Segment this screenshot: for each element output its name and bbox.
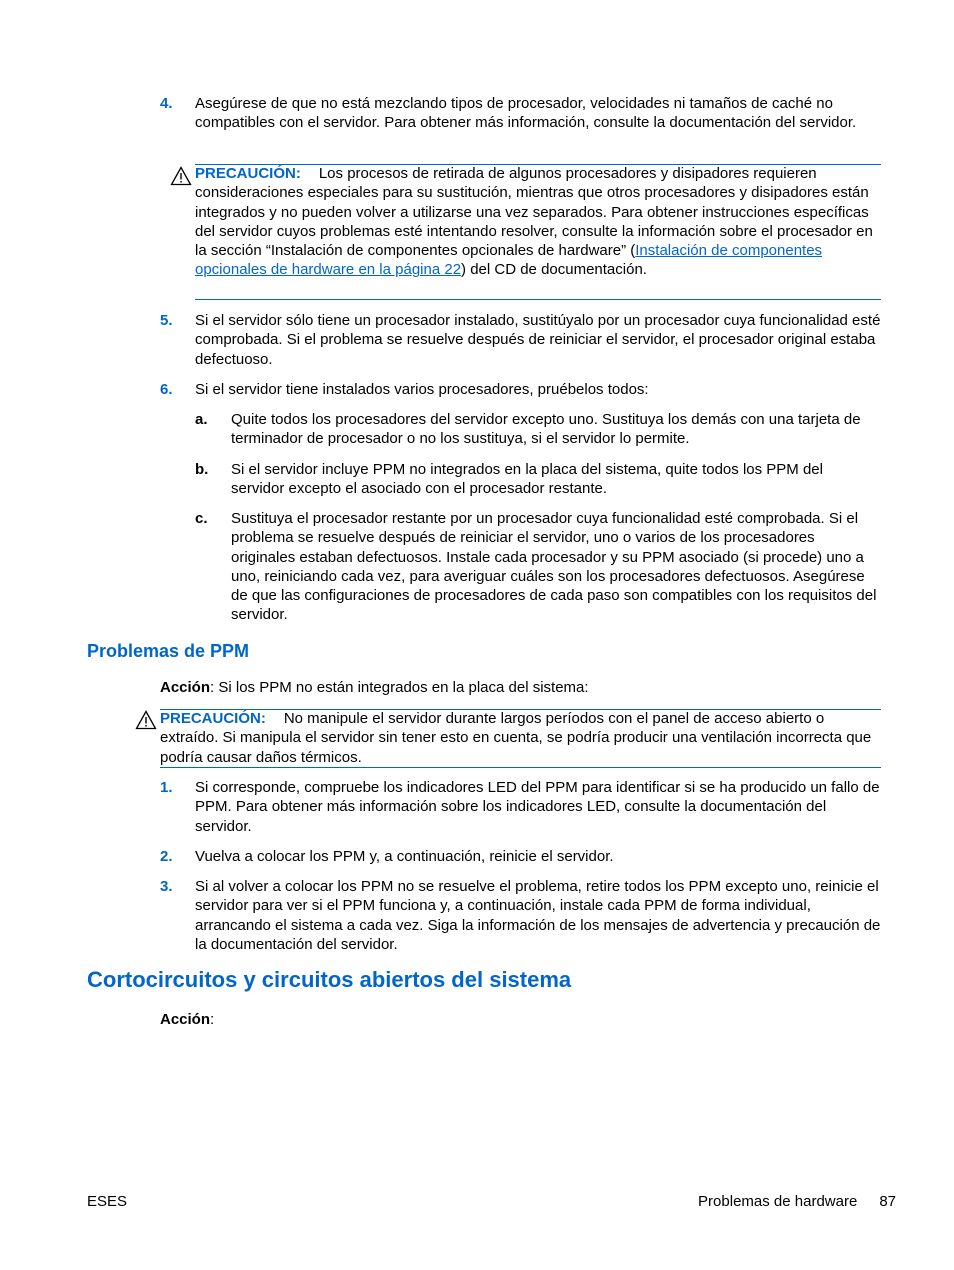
caution-text: Los procesos de retirada de algunos procesadores y disipadores requieren consideraciones especiales para su sustitución, mientras que otros procesadores y disipadores están integrados y no pueden volver a utilizarse una vez separados. Para obtener instrucciones específicas del servidor cuyos problemas esté intentando resolver, consulte la información sobre el procesador en la sección “Instalación de componentes opcionales de hardware” (: [195, 165, 873, 260]
substep-a: [195, 410, 880, 449]
list-item-step-4: [160, 94, 882, 133]
caution-top-rule: [160, 709, 881, 710]
substep-text: Si el servidor incluye PPM no integrados en la placa del sistema, quite todos los PPM del servidor excepto el asociado con el procesador restante.: [231, 461, 823, 498]
substep-letter: a.: [195, 411, 208, 428]
substep-c: [195, 509, 880, 625]
step-number: 1.: [160, 779, 173, 796]
list-item-ppm-step-2: [160, 847, 882, 866]
substep-letter: c.: [195, 510, 208, 527]
caution-box: [195, 163, 881, 280]
step-text: Si el servidor sólo tiene un procesador instalado, sustitúyalo por un procesador cuya funcionalidad esté comprobada. Si el problema se resuelve después de reiniciar el servidor, el procesador original estaba defectuoso.: [195, 312, 881, 368]
caution-box: [160, 708, 881, 767]
caution-text-end: ) del CD de documentación.: [461, 261, 647, 279]
substep-b: [195, 460, 880, 499]
step-number: 5.: [160, 312, 173, 329]
step-text: Asegúrese de que no está mezclando tipos de procesador, velocidades ni tamaños de caché no compatibles con el servidor. Para obtener más información, consulte la documentación del servidor.: [195, 95, 857, 132]
caution-label: PRECAUCIÓN:: [160, 710, 266, 727]
warning-triangle-icon: [135, 710, 157, 730]
action-paragraph: [160, 1010, 214, 1029]
caution-text: No manipule el servidor durante largos períodos con el panel de acceso abierto o extraído. Si manipula el servidor sin tener esto en cuenta, se podría producir una ventilación incorrecta que podría causar daños térmicos.: [160, 710, 872, 766]
list-item-step-5: [160, 311, 882, 369]
cross-reference-link[interactable]: Instalación de componentes opcionales de hardware en la página 22: [195, 242, 823, 279]
section-heading-short-circuits: Cortocircuitos y circuitos abiertos del sistema: [87, 967, 572, 992]
substep-letter: b.: [195, 461, 209, 478]
action-label: Acción: [160, 1011, 211, 1028]
caution-bottom-rule: [160, 767, 881, 768]
step-number: 6.: [160, 381, 173, 398]
step-number: 4.: [160, 95, 173, 112]
action-text: :: [210, 1011, 215, 1028]
step-text: Si corresponde, compruebe los indicadores LED del PPM para identificar si se ha producido un fallo de PPM. Para obtener más información sobre los indicadores LED, consulte la documentación del servidor.: [195, 779, 880, 835]
footer-section: [698, 1192, 896, 1211]
list-item-ppm-step-3: [160, 877, 882, 954]
action-label: Acción: [160, 679, 211, 696]
step-text: Si el servidor tiene instalados varios procesadores, pruébelos todos:: [195, 381, 649, 398]
action-text: : Si los PPM no están integrados en la placa del sistema:: [210, 679, 589, 696]
warning-triangle-icon: [170, 166, 192, 186]
caution-bottom-rule: [195, 299, 881, 300]
section-heading-ppm: Problemas de PPM: [87, 641, 250, 661]
step-number: 2.: [160, 848, 173, 865]
substep-text: Sustituya el procesador restante por un procesador cuya funcionalidad esté comprobada. Si el problema se resuelve después de reiniciar el servidor, uno o varios de los procesadores originales estaban defectuosos. Instale cada procesador y su PPM asociado (si procede) uno a uno, reiniciando cada vez, para averiguar cuáles son los procesadores defectuosos. Asegúrese de que las configuraciones de procesadores de cada paso son compatibles con los requisitos del servidor.: [231, 510, 877, 624]
footer-locale: ESES: [87, 1193, 128, 1210]
substep-text: Quite todos los procesadores del servidor excepto uno. Sustituya los demás con una tarjeta de terminador de procesador o no los sustituya, si el servidor lo permite.: [231, 411, 861, 448]
action-paragraph: [160, 678, 589, 697]
caution-top-rule: [195, 164, 881, 165]
footer-section-title: Problemas de hardware: [698, 1193, 858, 1210]
list-item-ppm-step-1: [160, 778, 882, 836]
page-number: 87: [879, 1193, 896, 1210]
step-number: 3.: [160, 878, 173, 895]
list-item-step-6: [160, 380, 882, 399]
caution-label: PRECAUCIÓN:: [195, 165, 301, 182]
step-text: Vuelva a colocar los PPM y, a continuación, reinicie el servidor.: [195, 848, 614, 865]
step-text: Si al volver a colocar los PPM no se resuelve el problema, retire todos los PPM excepto uno, reinicie el servidor para ver si el PPM funciona y, a continuación, instale cada PPM de forma individual, arrancando el sistema a cada vez. Siga la información de los mensajes de advertencia y precaución de la documentación del servidor.: [195, 878, 881, 953]
